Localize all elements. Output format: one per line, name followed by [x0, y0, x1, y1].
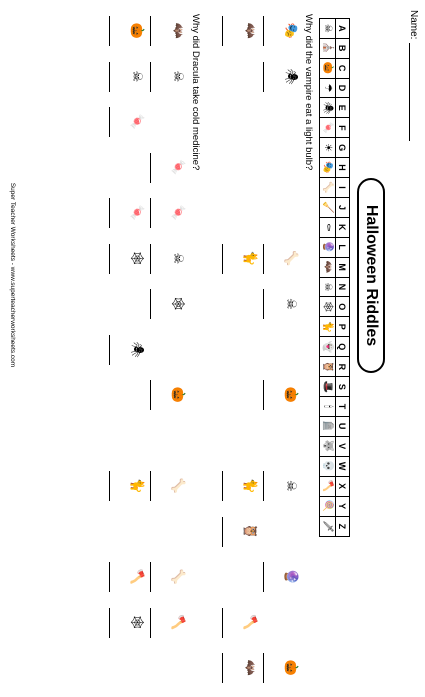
key-symbol-icon: ⚰ [320, 218, 336, 238]
answer-cell[interactable] [148, 242, 188, 276]
answer-cell[interactable] [261, 60, 301, 94]
key-symbol-icon: 💀 [320, 456, 336, 476]
answer-blank-line [150, 471, 151, 501]
key-letter-row [336, 19, 350, 537]
clue-symbol-icon: 🦇 [171, 22, 186, 40]
clue-symbol-icon: 🎭 [284, 22, 299, 40]
answer-blank-line [263, 16, 264, 46]
clue-symbol-icon: 🎃 [284, 659, 299, 677]
clue-symbol-icon: 🎃 [171, 386, 186, 404]
clue-symbol-icon: 🦴 [171, 568, 186, 586]
answer-cell[interactable] [148, 469, 188, 503]
word-gap [107, 151, 147, 185]
word-gap [107, 287, 147, 321]
answer-blank-line [222, 608, 223, 638]
word-gap [261, 105, 301, 139]
key-letter-q: Q [336, 337, 350, 357]
answer-cell[interactable] [220, 469, 260, 503]
clue-symbol-icon: 🕷 [284, 68, 299, 85]
clue-symbol-icon: 🕸 [130, 614, 145, 631]
key-symbol-icon: 🔮 [320, 237, 336, 257]
answer-cell[interactable] [261, 560, 301, 594]
clue-symbol-icon: ☠ [171, 252, 186, 265]
answer-blank-line [150, 153, 151, 183]
key-letter-j: J [336, 198, 350, 218]
key-letter-m: M [336, 257, 350, 277]
answer-blank-line [150, 16, 151, 46]
key-icon-row [320, 19, 336, 537]
clue-symbol-icon: 🎃 [130, 22, 145, 40]
key-symbol-icon: ☠ [320, 277, 336, 297]
riddle-1-row-2 [220, 14, 260, 697]
key-letter-a: A [336, 19, 350, 39]
clue-symbol-icon: 🦇 [243, 22, 258, 40]
key-symbol-icon: 🍬 [320, 118, 336, 138]
key-letter-w: W [336, 456, 350, 476]
answer-cell[interactable] [220, 515, 260, 549]
answer-cell[interactable] [107, 560, 147, 594]
answer-blank-line [263, 471, 264, 501]
answer-cell[interactable] [107, 606, 147, 640]
clue-symbol-icon: 🪓 [130, 568, 145, 586]
footer-credit: Super Teacher Worksheets - www.superteacherworksheets.com [9, 182, 16, 368]
riddle-2-row-1 [148, 14, 188, 697]
key-symbol-icon: ☠ [320, 19, 336, 39]
answer-cell[interactable] [107, 196, 147, 230]
key-symbol-icon: 🗡 [320, 516, 336, 536]
word-gap [261, 151, 301, 185]
answer-cell[interactable] [148, 287, 188, 321]
clue-symbol-icon: ☠ [171, 70, 186, 83]
answer-cell[interactable] [220, 14, 260, 48]
key-symbol-icon: 🦉 [320, 357, 336, 377]
key-symbol-icon: 🧹 [320, 198, 336, 218]
answer-blank-line [222, 653, 223, 683]
answer-blank-line [109, 198, 110, 228]
key-symbol-icon: ☀ [320, 138, 336, 158]
answer-blank-line [109, 244, 110, 274]
word-gap [261, 196, 301, 230]
key-letter-z: Z [336, 516, 350, 536]
key-letter-u: U [336, 416, 350, 436]
riddle-2-row-2 [107, 14, 147, 697]
word-gap [107, 515, 147, 549]
clue-symbol-icon: 🍬 [130, 113, 145, 131]
clue-symbol-icon: 🍬 [130, 204, 145, 222]
answer-cell[interactable] [107, 105, 147, 139]
clue-symbol-icon: 🦇 [243, 659, 258, 677]
riddle-2-question: Why did Dracula take cold medicine? [190, 14, 201, 171]
answer-blank-line [150, 380, 151, 410]
answer-blank-line [150, 562, 151, 592]
word-gap [220, 287, 260, 321]
word-gap [220, 424, 260, 458]
key-letter-p: P [336, 317, 350, 337]
answer-blank-line [263, 380, 264, 410]
answer-cell[interactable] [261, 14, 301, 48]
clue-symbol-icon: 🕸 [130, 250, 145, 267]
key-symbol-icon: 🐺 [320, 436, 336, 456]
key-letter-e: E [336, 98, 350, 118]
word-gap [220, 105, 260, 139]
answer-cell[interactable] [261, 651, 301, 685]
key-symbol-icon: 🪓 [320, 476, 336, 496]
key-symbol-icon: 🎩 [320, 377, 336, 397]
answer-cell[interactable] [148, 560, 188, 594]
key-symbol-icon: 🎭 [320, 157, 336, 177]
clue-symbol-icon: 🐈 [243, 477, 258, 495]
word-gap [261, 515, 301, 549]
answer-blank-line [150, 62, 151, 92]
answer-cell[interactable] [148, 151, 188, 185]
answer-cell[interactable] [107, 242, 147, 276]
word-gap [220, 151, 260, 185]
answer-blank-line [109, 335, 110, 365]
answer-blank-line [222, 471, 223, 501]
clue-symbol-icon: 🔮 [284, 568, 299, 586]
word-gap [107, 378, 147, 412]
key-letter-n: N [336, 277, 350, 297]
key-letter-x: X [336, 476, 350, 496]
riddle-1-row-1 [261, 14, 301, 697]
clue-symbol-icon: 🦉 [243, 523, 258, 540]
key-letter-h: H [336, 157, 350, 177]
clue-symbol-icon: 🕷 [130, 341, 145, 358]
answer-cell[interactable] [220, 651, 260, 685]
key-symbol-icon: 👻 [320, 337, 336, 357]
word-gap [220, 60, 260, 94]
cipher-key-table [319, 18, 350, 537]
answer-cell[interactable] [261, 242, 301, 276]
key-letter-g: G [336, 138, 350, 158]
key-symbol-icon: 🪦 [320, 416, 336, 436]
answer-cell[interactable] [107, 60, 147, 94]
key-letter-y: Y [336, 496, 350, 516]
answer-blank-line [109, 16, 110, 46]
key-letter-t: T [336, 397, 350, 416]
answer-cell[interactable] [107, 469, 147, 503]
word-gap [107, 651, 147, 685]
answer-blank-line [263, 62, 264, 92]
clue-symbol-icon: 🪓 [171, 614, 186, 631]
answer-blank-line [150, 244, 151, 274]
clue-symbol-icon: ☠ [284, 298, 299, 310]
answer-cell[interactable] [261, 469, 301, 503]
answer-blank-line [263, 653, 264, 683]
word-gap [220, 196, 260, 230]
answer-blank-line [109, 107, 110, 137]
key-letter-i: I [336, 177, 350, 197]
key-letter-c: C [336, 58, 350, 78]
answer-cell[interactable] [148, 378, 188, 412]
answer-blank-line [222, 16, 223, 46]
answer-blank-line [109, 62, 110, 92]
answer-blank-line [263, 289, 264, 319]
clue-symbol-icon: 🦴 [284, 250, 299, 267]
answer-blank-line [150, 289, 151, 319]
key-letter-f: F [336, 118, 350, 138]
key-symbol-icon: ⛪ [320, 38, 336, 58]
key-symbol-icon: 🦴 [320, 177, 336, 197]
answer-blank-line [109, 608, 110, 638]
word-gap [261, 606, 301, 640]
word-gap [220, 378, 260, 412]
name-line[interactable] [409, 43, 410, 141]
clue-symbol-icon: 🦴 [171, 477, 186, 495]
word-gap [220, 333, 260, 367]
key-symbol-icon: 🦇 [320, 257, 336, 277]
key-letter-o: O [336, 297, 350, 317]
word-gap [261, 424, 301, 458]
name-label: Name: [408, 10, 419, 40]
key-letter-s: S [336, 377, 350, 397]
word-gap [261, 333, 301, 367]
key-symbol-icon: 🐈 [320, 317, 336, 337]
clue-symbol-icon: 🕸 [171, 295, 186, 313]
page-title: Halloween Riddles [357, 178, 385, 373]
answer-blank-line [263, 562, 264, 592]
clue-symbol-icon: ☠ [284, 480, 299, 492]
key-letter-v: V [336, 436, 350, 456]
answer-blank-line [263, 244, 264, 274]
answer-cell[interactable] [261, 378, 301, 412]
clue-symbol-icon: 🐈 [130, 477, 145, 495]
key-symbol-icon: 🕷 [320, 98, 336, 118]
riddle-1-question: Why did the vampire eat a light bulb? [303, 14, 314, 171]
word-gap [107, 424, 147, 458]
answer-cell[interactable] [220, 606, 260, 640]
key-letter-r: R [336, 357, 350, 377]
clue-symbol-icon: 🍬 [171, 204, 186, 222]
answer-cell[interactable] [148, 606, 188, 640]
answer-cell[interactable] [107, 14, 147, 48]
answer-cell[interactable] [107, 333, 147, 367]
key-symbol-icon: ☂ [320, 78, 336, 98]
word-gap [148, 424, 188, 458]
word-gap [220, 560, 260, 594]
key-symbol-icon: 🕸 [320, 297, 336, 317]
answer-blank-line [150, 198, 151, 228]
answer-blank-line [150, 608, 151, 638]
answer-blank-line [109, 562, 110, 592]
name-row [408, 10, 419, 141]
clue-symbol-icon: 🍬 [171, 159, 186, 176]
key-symbol-icon: 🍭 [320, 496, 336, 516]
key-letter-b: B [336, 38, 350, 58]
key-letter-l: L [336, 237, 350, 257]
answer-cell[interactable] [148, 196, 188, 230]
answer-cell[interactable] [148, 60, 188, 94]
answer-cell[interactable] [148, 14, 188, 48]
key-symbol-icon: 🕯 [320, 397, 336, 416]
word-gap [148, 105, 188, 139]
clue-symbol-icon: 🪓 [243, 614, 258, 631]
clue-symbol-icon: ☠ [130, 70, 145, 83]
word-gap [148, 515, 188, 549]
answer-blank-line [222, 244, 223, 274]
key-letter-k: K [336, 218, 350, 238]
answer-cell[interactable] [261, 287, 301, 321]
answer-cell[interactable] [220, 242, 260, 276]
key-letter-d: D [336, 78, 350, 98]
clue-symbol-icon: 🐈 [243, 250, 258, 267]
word-gap [148, 651, 188, 685]
key-symbol-icon: 🎃 [320, 58, 336, 78]
answer-blank-line [109, 471, 110, 501]
word-gap [148, 333, 188, 367]
clue-symbol-icon: 🎃 [284, 386, 299, 404]
answer-blank-line [222, 517, 223, 547]
